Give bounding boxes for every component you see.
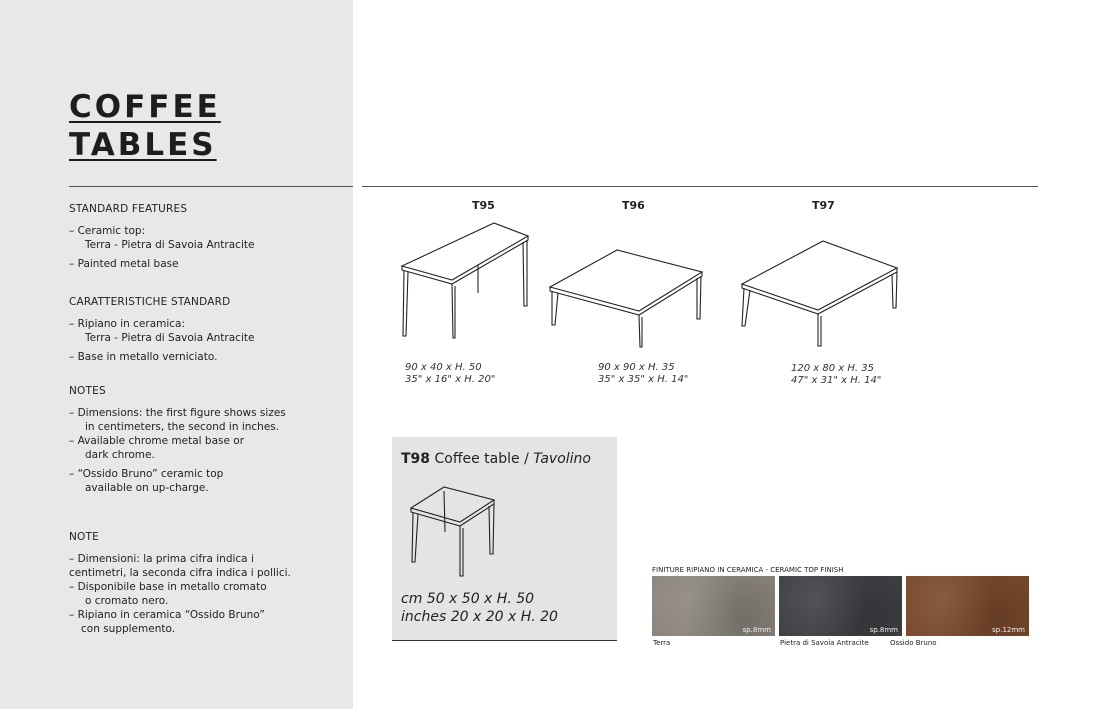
divider-right bbox=[362, 186, 1038, 187]
model-label-t95: T95 bbox=[472, 199, 495, 212]
list-item: – Available chrome metal base or dark chrome. bbox=[69, 435, 245, 461]
swatch-thickness: sp.12mm bbox=[992, 626, 1025, 634]
swatch-label-terra: Terra bbox=[653, 639, 671, 647]
t98-heading bbox=[401, 451, 591, 467]
section-heading: CARATTERISTICHE STANDARD bbox=[69, 296, 231, 308]
divider-left bbox=[69, 186, 353, 187]
section-heading: NOTE bbox=[69, 531, 99, 543]
swatch-terra[interactable] bbox=[652, 576, 775, 636]
list-item: – “Ossido Bruno” ceramic top available on up-charge. bbox=[69, 468, 224, 494]
swatch-thickness: sp.8mm bbox=[869, 626, 898, 634]
page-title bbox=[69, 88, 221, 164]
t95-dimensions: 90 x 40 x H. 50 35" x 16" x H. 20" bbox=[405, 362, 496, 385]
section-caratteristiche bbox=[69, 296, 254, 369]
t98-code: T98 bbox=[401, 451, 431, 467]
finish-title: FINITURE RIPIANO IN CERAMICA - CERAMIC TOP FINISH bbox=[652, 566, 844, 574]
section-standard-features bbox=[69, 203, 254, 276]
list-item: – Ceramic top: Terra - Pietra di Savoia Antracite bbox=[69, 225, 255, 251]
swatch-label-pietra: Pietra di Savoia Antracite bbox=[780, 639, 869, 647]
swatch-ossido-bruno[interactable] bbox=[906, 576, 1029, 636]
list-item: – Disponibile base in metallo cromato o cromato nero. bbox=[69, 581, 267, 607]
section-heading: STANDARD FEATURES bbox=[69, 203, 188, 215]
t97-dimensions: 120 x 80 x H. 35 47" x 31" x H. 14" bbox=[791, 363, 882, 386]
list-item: – Base in metallo verniciato. bbox=[69, 351, 218, 363]
t98-name-it: Tavolino bbox=[533, 451, 591, 467]
t97-drawing bbox=[738, 238, 902, 348]
t98-name: Coffee table bbox=[434, 451, 520, 467]
list-item: – Dimensions: the first figure shows sizes in centimeters, the second in inches. bbox=[69, 407, 286, 433]
model-label-t96: T96 bbox=[622, 199, 645, 212]
t96-drawing bbox=[547, 247, 707, 351]
section-notes bbox=[69, 385, 286, 500]
list-item: – Ripiano in ceramica: Terra - Pietra di Savoia Antracite bbox=[69, 318, 255, 344]
t98-drawing bbox=[408, 484, 500, 580]
swatch-label-ossido: Ossido Bruno bbox=[890, 639, 937, 647]
list-item: – Dimensioni: la prima cifra indica i centimetri, la seconda cifra indica i pollici. bbox=[69, 553, 291, 579]
t98-separator: / bbox=[519, 451, 534, 467]
list-item: – Painted metal base bbox=[69, 258, 179, 270]
t98-dimensions: cm 50 x 50 x H. 50 inches 20 x 20 x H. 20 bbox=[401, 591, 558, 625]
list-item: – Ripiano in ceramica “Ossido Bruno” con supplemento. bbox=[69, 609, 265, 635]
t95-drawing bbox=[398, 220, 534, 342]
section-note-it bbox=[69, 531, 291, 641]
section-heading: NOTES bbox=[69, 385, 106, 397]
swatch-pietra-di-savoia-antracite[interactable] bbox=[779, 576, 902, 636]
title-line-1: COFFEE bbox=[69, 89, 221, 125]
t96-dimensions: 90 x 90 x H. 35 35" x 35" x H. 14" bbox=[598, 362, 689, 385]
swatch-thickness: sp.8mm bbox=[742, 626, 771, 634]
t98-panel bbox=[392, 437, 617, 641]
model-label-t97: T97 bbox=[812, 199, 835, 212]
title-line-2: TABLES bbox=[69, 127, 217, 163]
